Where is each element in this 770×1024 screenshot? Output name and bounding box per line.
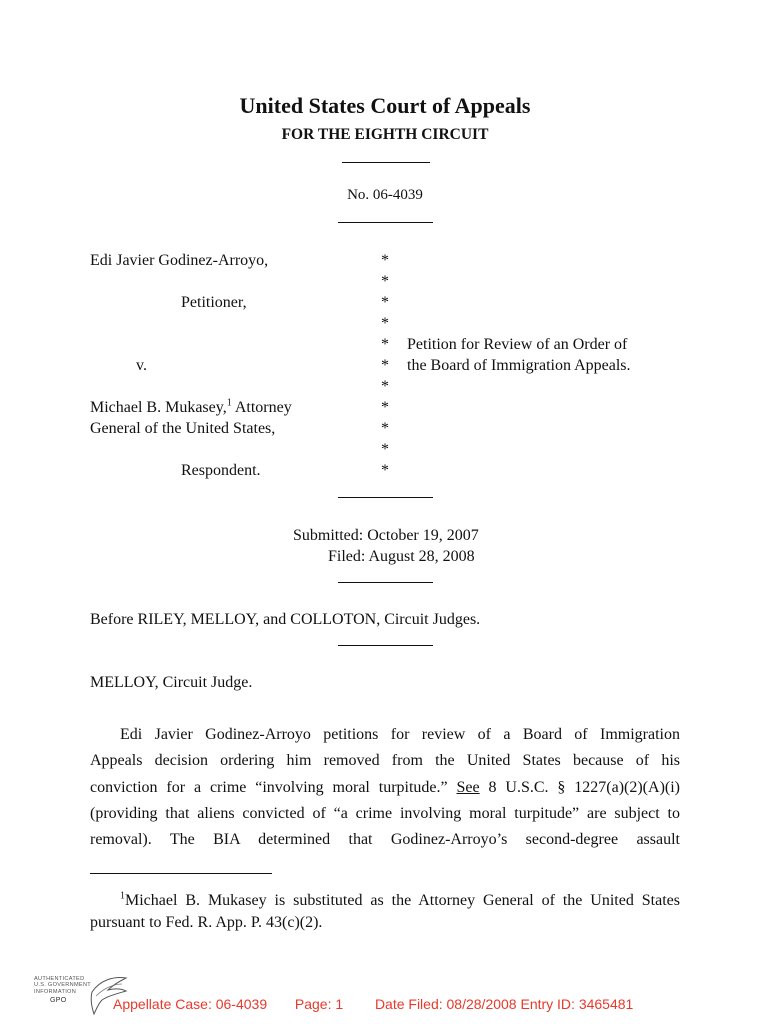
footnote <box>90 890 680 934</box>
caption-star: * <box>381 336 389 353</box>
see-signal: See <box>456 778 480 796</box>
respondent-role: Respondent. <box>181 462 261 479</box>
paragraph-line: removal). The BIA determined that Godinez-Arroyo’s second-degree assault <box>90 831 680 849</box>
stamp-line: U.S. GOVERNMENT <box>34 982 92 989</box>
footnote-number: 1 <box>120 890 125 902</box>
filed-date: Filed: August 28, 2008 <box>328 548 475 565</box>
caption-star: * <box>381 357 389 374</box>
footer-case: Appellate Case: 06-4039 <box>113 996 268 1012</box>
divider-rule <box>338 222 433 223</box>
versus-label: v. <box>136 357 147 374</box>
court-title: United States Court of Appeals <box>239 93 531 118</box>
paragraph-line: Appeals decision ordering him removed from the United States because of his <box>90 752 680 770</box>
respondent-line2: General of the United States, <box>90 420 276 437</box>
filing-footer <box>113 996 633 1012</box>
footnote-line: $^1$Michael B. Mukasey is substituted as the Attorney General of the United States <box>120 890 680 909</box>
stamp-line: AUTHENTICATED <box>34 976 85 982</box>
caption-star: * <box>381 378 389 395</box>
caption-star: * <box>381 441 389 458</box>
circuit-heading: FOR THE EIGHTH CIRCUIT <box>281 126 489 143</box>
case-number: No. 06-4039 <box>347 187 423 203</box>
petitioner-role: Petitioner, <box>181 294 247 311</box>
footnote-line: pursuant to Fed. R. App. P. 43(c)(2). <box>90 914 323 931</box>
gpo-authentication-stamp <box>34 974 124 1016</box>
divider-rule <box>338 582 433 583</box>
paragraph-line: conviction for a crime “involving moral turpitude.” See 8 U.S.C. § 1227(a)(2)(A)(i) <box>90 778 680 796</box>
stamp-line: INFORMATION <box>34 988 77 995</box>
petitioner-name: Edi Javier Godinez-Arroyo, <box>90 252 269 269</box>
caption-star: * <box>381 294 389 311</box>
stamp-gpo-label: GPO <box>50 996 67 1004</box>
petition-description-line1: Petition for Review of an Order of <box>407 336 628 353</box>
submitted-date: Submitted: October 19, 2007 <box>293 527 479 544</box>
footnote-marker: 1 <box>226 397 232 409</box>
caption-star: * <box>381 462 389 479</box>
petition-description-line2: the Board of Immigration Appeals. <box>407 357 631 374</box>
footer-page: Page: 1 <box>294 996 344 1012</box>
divider-rule <box>342 162 430 163</box>
respondent-line1: Michael B. Mukasey,$^1$ Attorney <box>90 397 292 416</box>
caption-star: * <box>381 315 389 332</box>
footnote-separator <box>90 873 272 874</box>
caption-star: * <box>381 399 389 416</box>
opinion-paragraph <box>90 722 680 853</box>
panel-judges: Before RILEY, MELLOY, and COLLOTON, Circuit Judges. <box>90 611 481 628</box>
opinion-author: MELLOY, Circuit Judge. <box>90 674 253 691</box>
divider-rule <box>338 645 433 646</box>
caption-star-column <box>378 250 392 481</box>
paragraph-line: (providing that aliens convicted of “a crime involving moral turpitude” are subject to <box>90 804 680 822</box>
caption-star: * <box>381 252 389 269</box>
caption-star: * <box>381 273 389 290</box>
caption-star: * <box>381 420 389 437</box>
paragraph-line: Edi Javier Godinez-Arroyo petitions for review of a Board of Immigration <box>120 726 680 743</box>
divider-rule <box>338 497 433 498</box>
footer-date-entry: Date Filed: 08/28/2008 Entry ID: 3465481 <box>374 996 634 1012</box>
